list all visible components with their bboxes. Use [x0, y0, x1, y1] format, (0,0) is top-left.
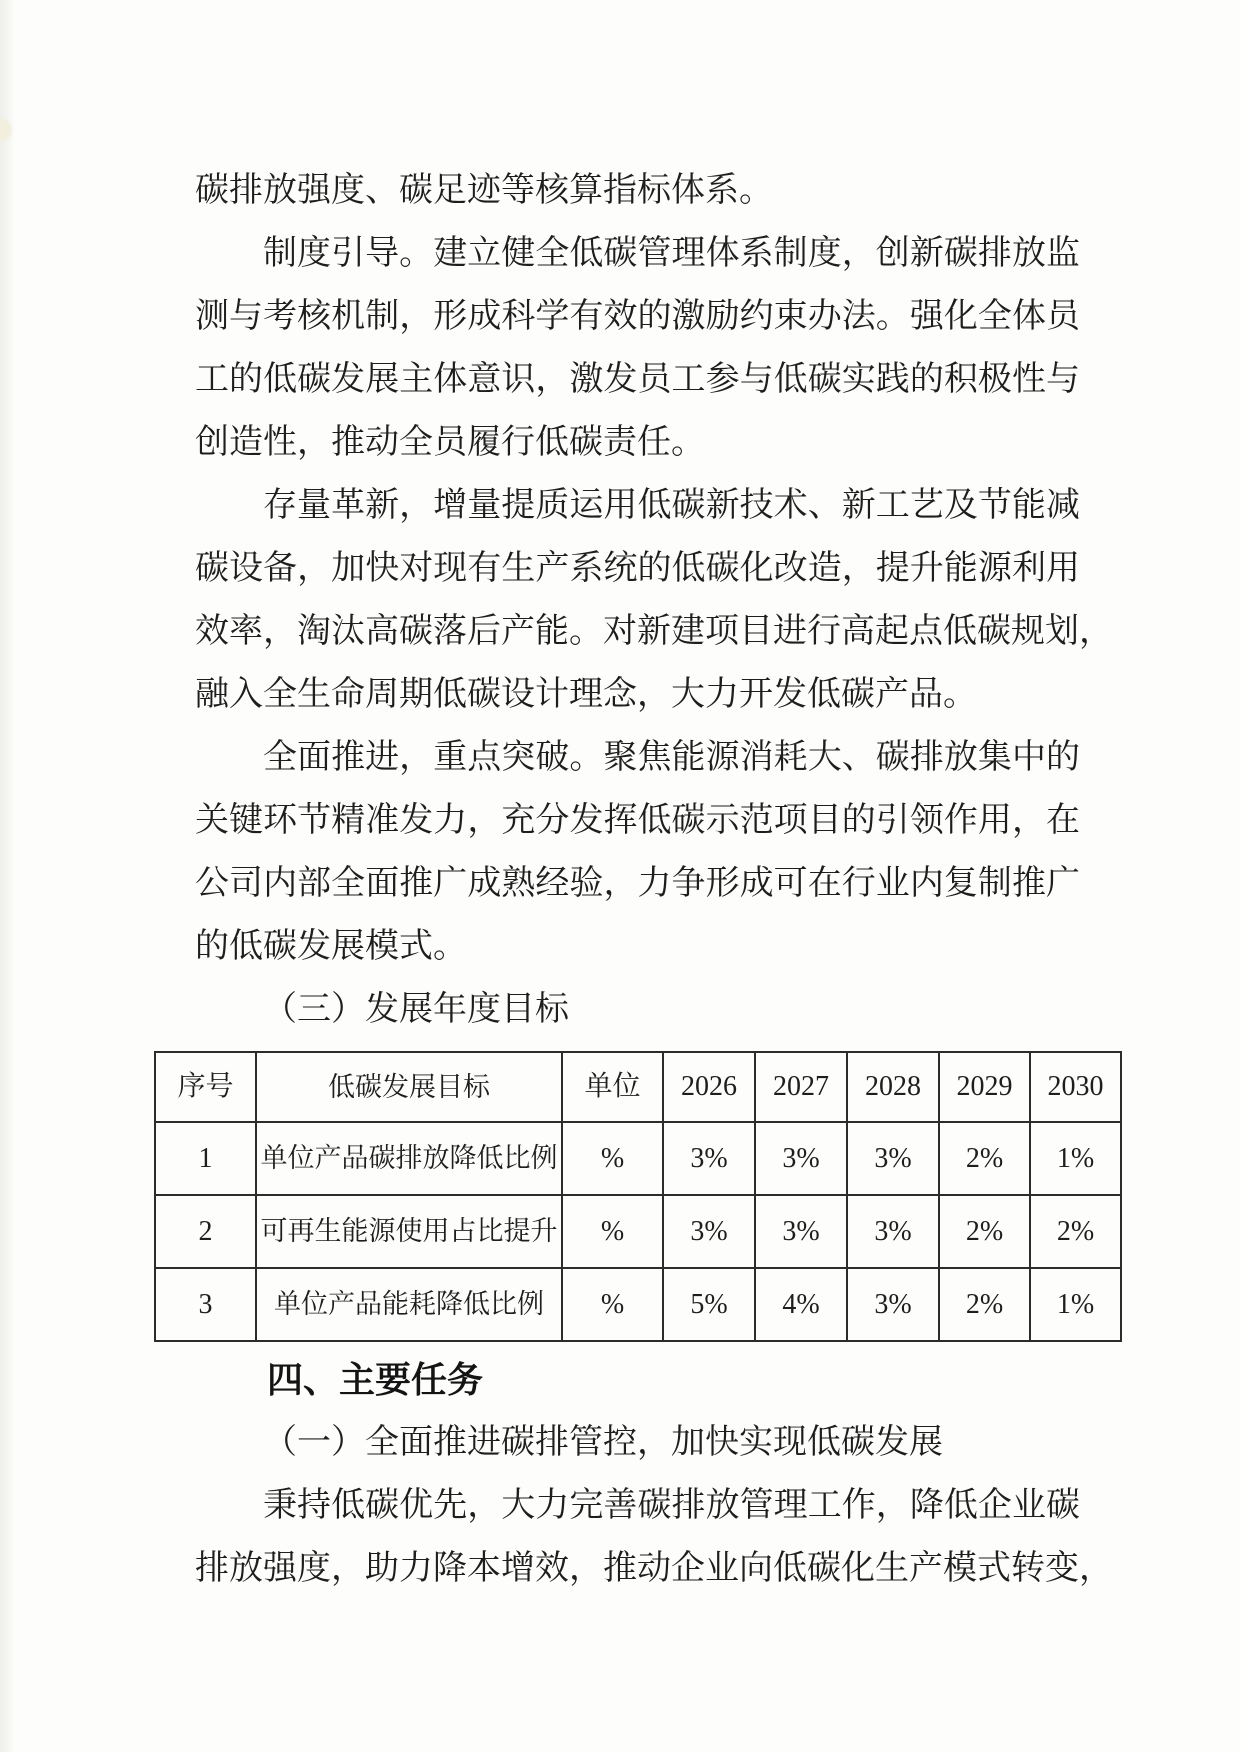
- section4-heading: 四、主要任务: [267, 1359, 484, 1400]
- body-line: 秉持低碳优先，大力完善碳排放管理工作，降低企业碳: [263, 1487, 1080, 1524]
- cell-value: 2%: [939, 1268, 1030, 1341]
- cell-value: 3%: [663, 1122, 755, 1195]
- cell-value: 3%: [663, 1195, 755, 1268]
- cell-goal: 可再生能源使用占比提升: [256, 1195, 562, 1268]
- header-cell-year: 2027: [755, 1052, 847, 1122]
- cell-unit: %: [562, 1122, 663, 1195]
- table-row: [155, 1195, 1121, 1268]
- body-line: 效率，淘汰高碳落后产能。对新建项目进行高起点低碳规划，: [195, 613, 1113, 650]
- header-cell-index: 序号: [155, 1052, 256, 1122]
- document-body: [177, 159, 1113, 1600]
- body-line: 的低碳发展模式。: [195, 928, 467, 965]
- header-cell-year: 2029: [939, 1052, 1030, 1122]
- section3-heading: （三）发展年度目标: [263, 991, 569, 1028]
- body-line: 存量革新，增量提质运用低碳新技术、新工艺及节能减: [263, 487, 1080, 524]
- body-line: 排放强度，助力降本增效，推动企业向低碳化生产模式转变，: [195, 1550, 1113, 1587]
- cell-value: 5%: [663, 1268, 755, 1341]
- body-line: 创造性，推动全员履行低碳责任。: [195, 424, 705, 461]
- cell-value: 4%: [755, 1268, 847, 1341]
- cell-goal: 单位产品能耗降低比例: [256, 1268, 562, 1341]
- cell-value: 1%: [1030, 1268, 1121, 1341]
- header-cell-unit: 单位: [562, 1052, 663, 1122]
- body-line: 融入全生命周期低碳设计理念，大力开发低碳产品。: [195, 676, 977, 713]
- annual-targets-table: [154, 1051, 1122, 1342]
- cell-value: 2%: [939, 1122, 1030, 1195]
- table-row: [155, 1268, 1121, 1341]
- header-cell-year: 2026: [663, 1052, 755, 1122]
- table-row: [155, 1122, 1121, 1195]
- body-line: 制度引导。建立健全低碳管理体系制度，创新碳排放监: [263, 235, 1080, 272]
- body-line: 碳排放强度、碳足迹等核算指标体系。: [195, 172, 773, 209]
- cell-value: 3%: [847, 1195, 939, 1268]
- header-cell-year: 2028: [847, 1052, 939, 1122]
- cell-value: 2%: [1030, 1195, 1121, 1268]
- scan-speck: [0, 118, 12, 142]
- body-line: 工的低碳发展主体意识，激发员工参与低碳实践的积极性与: [195, 361, 1080, 398]
- body-line: 关键环节精准发力，充分发挥低碳示范项目的引领作用，在: [195, 802, 1080, 839]
- cell-value: 3%: [847, 1268, 939, 1341]
- cell-unit: %: [562, 1268, 663, 1341]
- header-cell-goal: 低碳发展目标: [256, 1052, 562, 1122]
- table-header-row: [155, 1052, 1121, 1122]
- cell-value: 2%: [939, 1195, 1030, 1268]
- section4-sub1-heading: （一）全面推进碳排管控，加快实现低碳发展: [263, 1424, 943, 1461]
- cell-value: 3%: [847, 1122, 939, 1195]
- cell-goal: 单位产品碳排放降低比例: [256, 1122, 562, 1195]
- cell-value: 3%: [755, 1122, 847, 1195]
- body-line: 公司内部全面推广成熟经验，力争形成可在行业内复制推广: [195, 865, 1080, 902]
- body-line: 测与考核机制，形成科学有效的激励约束办法。强化全体员: [195, 298, 1080, 335]
- body-line: 全面推进，重点突破。聚焦能源消耗大、碳排放集中的: [263, 739, 1080, 776]
- cell-value: 3%: [755, 1195, 847, 1268]
- cell-index: 1: [155, 1122, 256, 1195]
- cell-index: 3: [155, 1268, 256, 1341]
- cell-value: 1%: [1030, 1122, 1121, 1195]
- body-line: 碳设备，加快对现有生产系统的低碳化改造，提升能源利用: [195, 550, 1080, 587]
- scan-edge-shadow: [0, 0, 16, 1752]
- header-cell-year: 2030: [1030, 1052, 1121, 1122]
- cell-unit: %: [562, 1195, 663, 1268]
- cell-index: 2: [155, 1195, 256, 1268]
